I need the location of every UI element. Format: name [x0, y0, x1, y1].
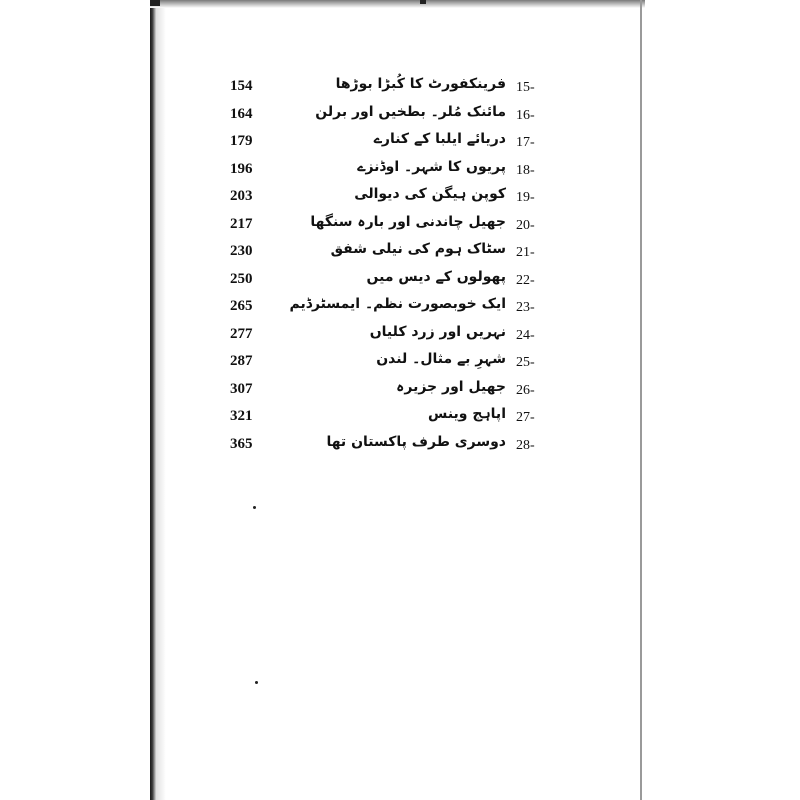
- chapter-title: پھولوں کے دیس میں: [366, 268, 506, 285]
- chapter-title: ایک خوبصورت نظم۔ ایمسٹرڈیم: [289, 296, 506, 312]
- chapter-number: 15-: [516, 80, 535, 95]
- chapter-number: 21-: [516, 245, 535, 260]
- chapter-title: دوسری طرف پاکستان تھا: [326, 433, 506, 450]
- page-top-edge: [150, 0, 645, 8]
- toc-row: [210, 351, 570, 379]
- toc-row: [210, 296, 570, 324]
- chapter-number: 23-: [516, 300, 535, 315]
- toc-row: [210, 406, 570, 434]
- page-number: 250: [230, 270, 253, 287]
- chapter-title: اپاہج وینس: [428, 406, 506, 422]
- page-number: 307: [230, 380, 253, 397]
- chapter-title: مائنک مُلر۔ بطخیں اور برلن: [315, 103, 506, 120]
- chapter-title: جھیل چاندنی اور بارہ سنگھا: [310, 213, 506, 230]
- page-number: 365: [230, 435, 253, 452]
- chapter-title: دریائے ایلبا کے کنارے: [373, 131, 506, 147]
- toc-row: [210, 104, 570, 132]
- chapter-number: 18-: [516, 162, 535, 178]
- chapter-number: 16-: [516, 107, 535, 123]
- chapter-number: 19-: [516, 190, 535, 205]
- chapter-title: پریوں کا شہر۔ اوڈنزے: [357, 158, 506, 175]
- toc-row: [210, 76, 570, 104]
- speck: [253, 506, 256, 509]
- table-of-contents: [210, 76, 570, 461]
- toc-row: [210, 159, 570, 187]
- chapter-number: 27-: [516, 410, 535, 425]
- binding-shadow: [156, 8, 166, 800]
- toc-row: [210, 269, 570, 297]
- scan-mark: [420, 0, 426, 4]
- page-number: 154: [230, 78, 253, 94]
- toc-row: [210, 379, 570, 407]
- toc-row: [210, 131, 570, 159]
- chapter-number: 24-: [516, 327, 535, 343]
- toc-row: [210, 434, 570, 462]
- toc-row: [210, 214, 570, 242]
- page-number: 203: [230, 188, 253, 204]
- chapter-number: 22-: [516, 272, 535, 288]
- scan-mark: [150, 0, 160, 6]
- chapter-title: جھیل اور جزیرہ: [396, 378, 506, 395]
- page-number: 164: [230, 105, 253, 122]
- toc-row: [210, 324, 570, 352]
- chapter-number: 17-: [516, 135, 535, 150]
- chapter-title: شہرِ بے مثال۔ لندن: [376, 351, 506, 367]
- toc-row: [210, 241, 570, 269]
- page-number: 217: [230, 215, 253, 232]
- chapter-title: کوپن ہیگن کی دیوالی: [354, 186, 506, 202]
- chapter-number: 25-: [516, 355, 535, 370]
- chapter-number: 20-: [516, 217, 535, 233]
- toc-row: [210, 186, 570, 214]
- speck: [255, 681, 258, 684]
- chapter-title: سٹاک ہوم کی نیلی شفق: [330, 241, 506, 257]
- page-number: 230: [230, 243, 253, 259]
- page-number: 265: [230, 298, 253, 314]
- page-number: 277: [230, 325, 253, 342]
- page-number: 179: [230, 133, 253, 149]
- page-right-edge: [640, 0, 642, 800]
- page-number: 321: [230, 408, 253, 424]
- page-number: 287: [230, 353, 253, 369]
- chapter-number: 26-: [516, 382, 535, 398]
- chapter-title: نہریں اور زرد کلیاں: [369, 323, 506, 340]
- chapter-title: فرینکفورٹ کا کُبڑا بوڑھا: [335, 76, 506, 92]
- page-number: 196: [230, 160, 253, 177]
- chapter-number: 28-: [516, 437, 535, 453]
